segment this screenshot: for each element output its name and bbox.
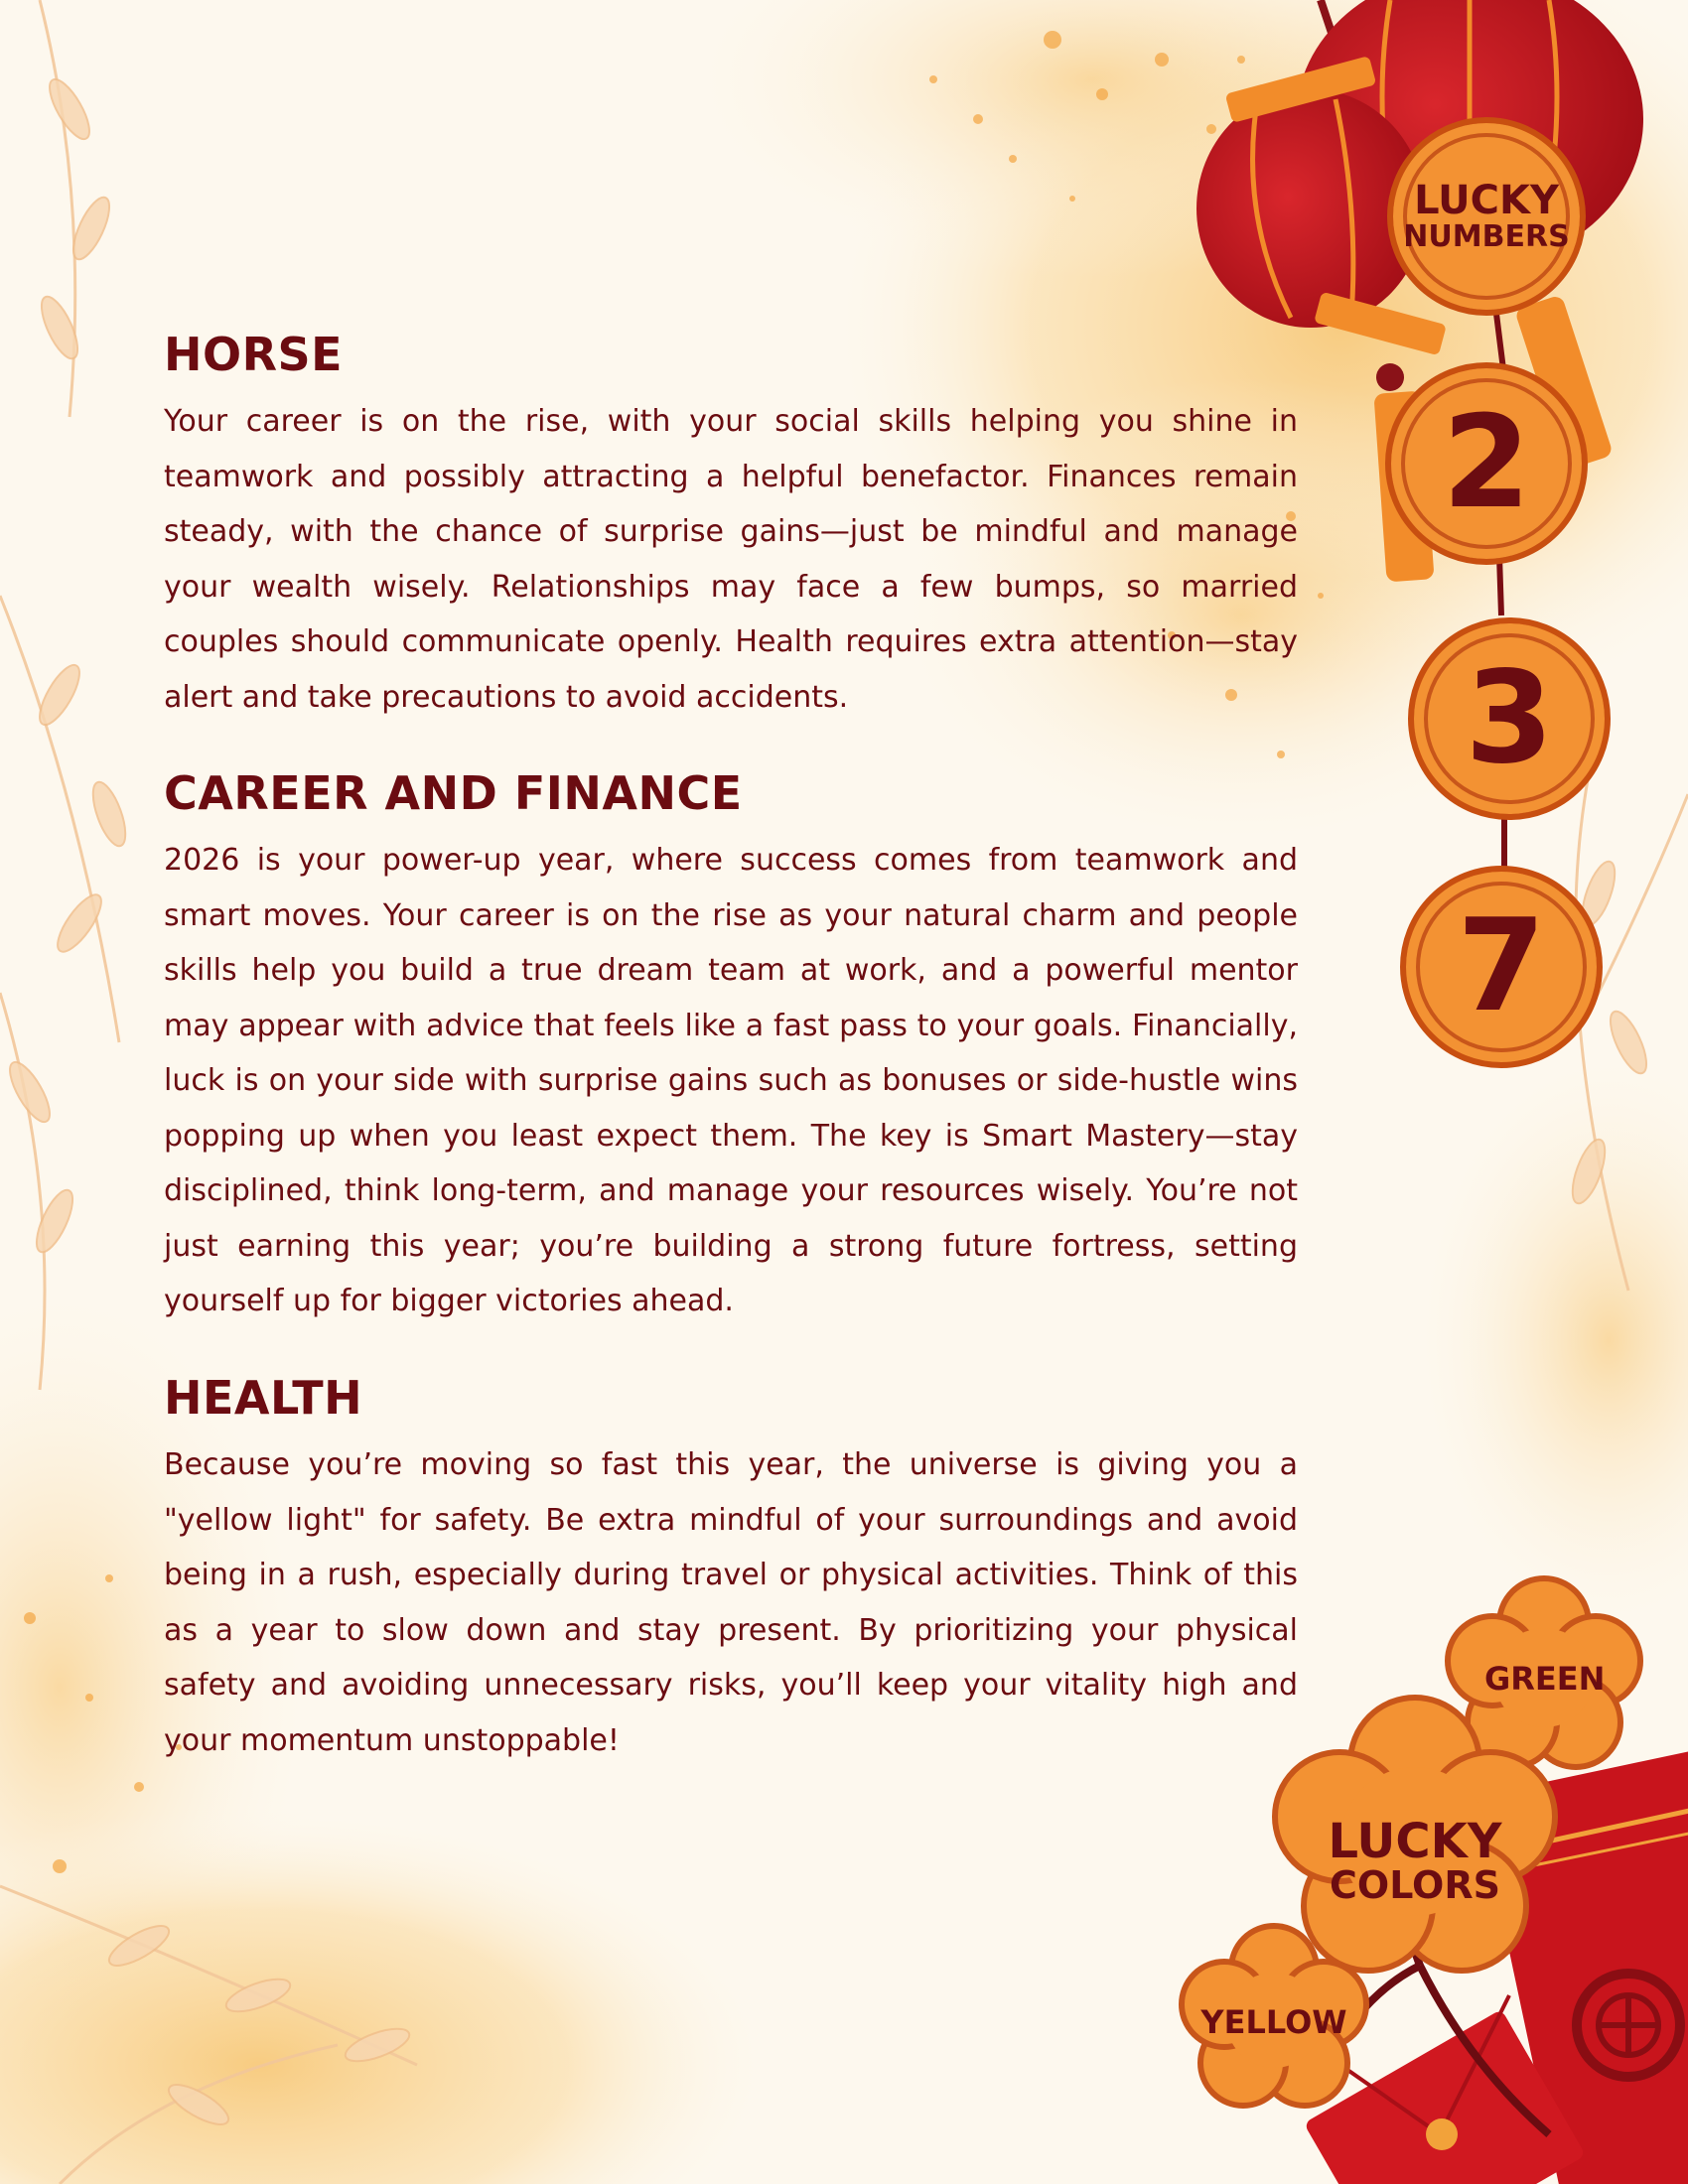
section-heading: CAREER AND FINANCE [164, 766, 743, 821]
lucky-number-coin [1400, 866, 1603, 1068]
lucky-numbers-label-coin [1387, 117, 1586, 316]
lucky-colors-label-line2: COLORS [1330, 1863, 1500, 1908]
lucky-number-coin [1408, 617, 1611, 820]
lucky-numbers-label-line2: NUMBERS [1403, 219, 1570, 255]
section-body: Your career is on the rise, with your social skills helping you shine in teamwork and possibly attracting a helpful benefactor. Finances remain steady, with the chance of surprise gains—just be mindful and manage your wealth wisely. Relationships may face a few bumps, so married couples should communicate openly. Health requires extra attention—stay alert and take precautions to avoid accidents. [164, 404, 1298, 715]
section-body: 2026 is your power-up year, where success comes from teamwork and smart moves. Your career is on the rise as your natural charm and people skills help you build a true dream team at work, and a powerful mentor may appear with advice that feels like a fast pass to your goals. Financially, luck is on your side with surprise gains such as bonuses or side-hustle wins popping up when you least expect them. The key is Smart Mastery—stay disciplined, think long-term, and manage your resources wisely. You’re not just earning this year; you’re building a strong future fortress, setting yourself up for bigger victories ahead. [164, 843, 1298, 1319]
section-body: Because you’re moving so fast this year, the universe is giving you a "yellow light" for safety. Be extra mindful of your surroundings and avoid being in a rush, especially during travel or physical activities. Think of this as a year to slow down and stay present. By prioritizing your physical safety and avoiding unnecessary risks, you’ll keep your vitality high and your momentum unstoppable! [164, 1447, 1298, 1758]
lucky-colors-label-line1: LUCKY [1328, 1814, 1502, 1869]
section-heading: HEALTH [164, 1370, 363, 1425]
lucky-colors-label [1316, 1814, 1514, 1908]
section-health [164, 1371, 1298, 1768]
lucky-numbers-label-line1: LUCKY [1414, 178, 1559, 224]
lucky-number: 7 [1457, 892, 1546, 1040]
section-horse [164, 328, 1298, 725]
section-heading: HORSE [164, 328, 344, 381]
lucky-number-coin [1385, 362, 1588, 565]
section-career-finance [164, 766, 1298, 1329]
main-content [164, 328, 1298, 1810]
lucky-number: 2 [1442, 389, 1531, 537]
lucky-color-yellow: YELLOW [1200, 2003, 1347, 2041]
lucky-number: 3 [1465, 644, 1554, 792]
lucky-color-green: GREEN [1484, 1660, 1606, 1698]
